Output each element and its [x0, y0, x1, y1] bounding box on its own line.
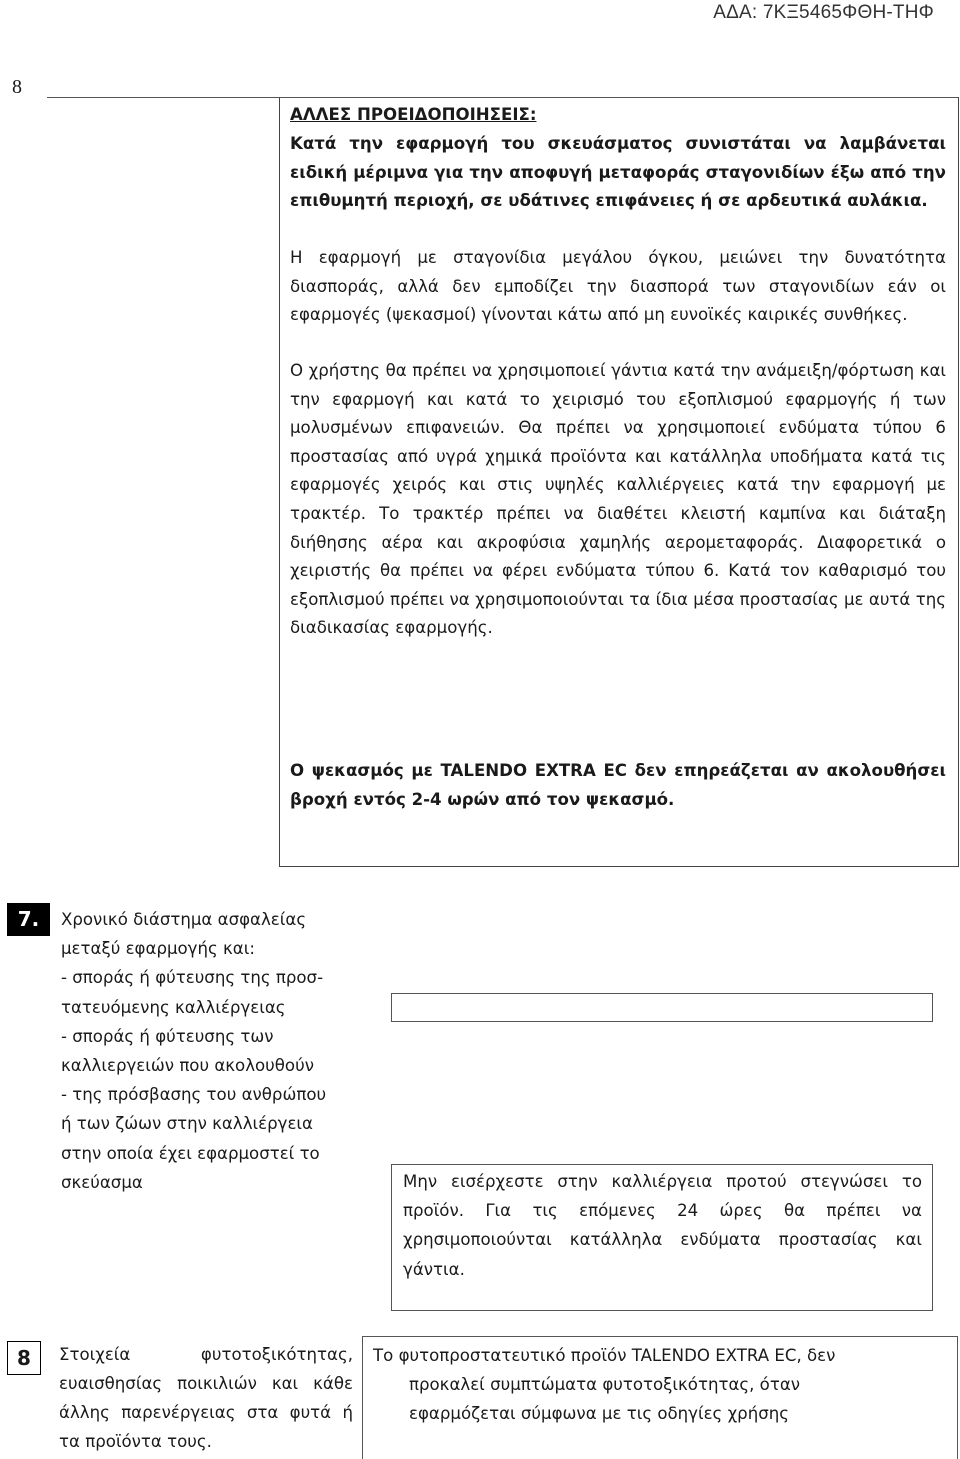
section-8-answer-box: [362, 1336, 958, 1459]
ada-code: ΑΔΑ: 7ΚΞ5465ΦΘΗ-ΤΗΦ: [713, 2, 934, 23]
section-7-empty-field: [391, 993, 933, 1022]
warnings-bold-paragraph: Κατά την εφαρμογή του σκευάσματος συνιστάται να λαμβάνεται ειδική μέριμνα για την αποφυγή μεταφοράς σταγονιδίων έξω από την επιθυμητή περιοχή, σε υδάτινες επιφάνειες ή σε αρδευτικά αυλάκια.: [290, 134, 946, 211]
section-7-answer: Μην εισέρχεστε στην καλλιέργεια προτού στεγνώσει το προϊόν. Για τις επόμενες 24 ώρες θα πρέπει να χρησιμοποιούνται κατάλληλα ενδύματα προστασίας και γάντια.: [403, 1172, 922, 1279]
section-8-answer-line-2: προκαλεί συμπτώματα φυτοτοξικότητας, όταν: [409, 1375, 801, 1394]
warnings-protection-paragraph: Ο χρήστης θα πρέπει να χρησιμοποιεί γάντια κατά την ανάμειξη/φόρτωση και την εφαρμογή και κατά το χειρισμό του εξοπλισμού εφαρμογής ή των μολυσμένων επιφανειών. Θα πρέπει να χρησιμοποιεί ενδύματα τύπου 6 προστασίας από υγρά χημικά προϊόντα και κατάλληλα υποδήματα κατά τις εφαρμογές χειρός και στις υψηλές καλλιέργειες κατά την εφαρμογή με τρακτέρ. Το τρακτέρ πρέπει να διαθέτει κλειστή καμπίνα και διάταξη διήθησης αέρα και ακροφύσια χαμηλής αερομεταφοράς. Διαφορετικά ο χειριστής θα πρέπει να φέρει ενδύματα τύπου 6. Κατά τον καθαρισμό του εξοπλισμού πρέπει να χρησιμοποιούνται τα ίδια μέσα προστασίας με αυτά της διαδικασίας εφαρμογής.: [290, 361, 946, 638]
section-7-label: Χρονικό διάστημα ασφαλείας μεταξύ εφαρμογής και: - σποράς ή φύτευσης της προσ- τατευόμενης καλλιέργειας - σποράς ή φύτευσης των καλλιεργειών που ακολουθούν - της πρόσβασης του ανθρώπου ή των ζώων στην καλλιέργεια στην οποία έχει εφαρμοστεί το σκεύασμα: [61, 910, 327, 1192]
section-8-answer-line-3: εφαρμόζεται σύμφωνα με τις οδηγίες χρήσης: [409, 1404, 789, 1423]
page-number: 8: [12, 76, 22, 98]
warnings-heading: ΑΛΛΕΣ ΠΡΟΕΙΔΟΠΟΙΗΣΕΙΣ:: [290, 105, 537, 124]
warnings-droplets-paragraph: Η εφαρμογή με σταγονίδια μεγάλου όγκου, μειώνει την δυνατότητα διασποράς, αλλά δεν εμποδίζει την διασπορά των σταγονιδίων εάν οι εφαρμογές (ψεκασμοί) γίνονται κάτω από μη ευνοϊκές καιρικές συνθήκες.: [290, 248, 946, 325]
section-8-answer-line-1: Το φυτοπροστατευτικό προϊόν TALENDO EXTRA EC, δεν: [373, 1346, 836, 1365]
section-7-answer-box: [391, 1164, 933, 1311]
section-7-number: 7.: [7, 903, 50, 936]
rain-statement: Ο ψεκασμός με TALENDO EXTRA EC δεν επηρεάζεται αν ακολουθήσει βροχή εντός 2-4 ωρών από τον ψεκασμό.: [290, 761, 946, 809]
section-8-label: Στοιχεία φυτοτοξικότητας, ευαισθησίας ποικιλιών και κάθε άλλης παρενέργειας στα φυτά ή τα προϊόντα τους.: [59, 1345, 353, 1451]
section-8-number: 8: [7, 1341, 41, 1375]
